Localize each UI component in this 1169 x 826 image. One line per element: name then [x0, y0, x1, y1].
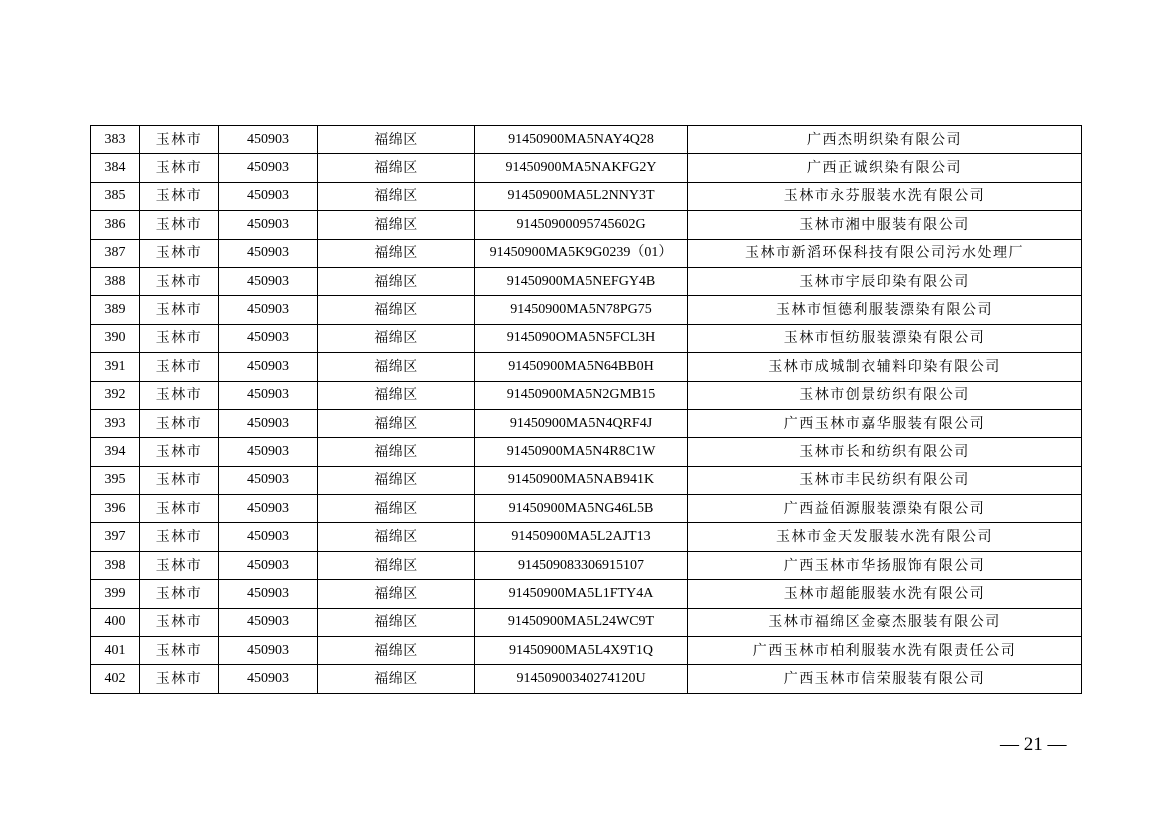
city-cell: 玉林市	[140, 154, 219, 182]
district-cell: 福绵区	[318, 353, 475, 381]
row-number-cell: 395	[91, 466, 140, 494]
row-number-cell: 383	[91, 126, 140, 154]
row-number-cell: 394	[91, 438, 140, 466]
district-cell: 福绵区	[318, 523, 475, 551]
enterprise-table	[90, 125, 1082, 694]
city-cell: 玉林市	[140, 126, 219, 154]
company-name-cell: 广西益佰源服装漂染有限公司	[688, 495, 1082, 523]
company-name-cell: 玉林市超能服装水洗有限公司	[688, 580, 1082, 608]
table-row	[91, 239, 1082, 267]
city-cell: 玉林市	[140, 211, 219, 239]
company-name-cell: 广西玉林市嘉华服装有限公司	[688, 409, 1082, 437]
district-cell: 福绵区	[318, 466, 475, 494]
credit-code-cell: 91450900MA5NAB941K	[475, 466, 688, 494]
credit-code-cell: 91450900MA5N2GMB15	[475, 381, 688, 409]
credit-code-cell: 91450900MA5NEFGY4B	[475, 267, 688, 295]
row-number-cell: 392	[91, 381, 140, 409]
city-cell: 玉林市	[140, 381, 219, 409]
table-row	[91, 466, 1082, 494]
company-name-cell: 玉林市新滔环保科技有限公司污水处理厂	[688, 239, 1082, 267]
row-number-cell: 398	[91, 551, 140, 579]
district-cell: 福绵区	[318, 551, 475, 579]
credit-code-cell: 91450900MA5N4QRF4J	[475, 409, 688, 437]
table-row	[91, 381, 1082, 409]
credit-code-cell: 91450900MA5L2AJT13	[475, 523, 688, 551]
credit-code-cell: 91450900MA5K9G0239（01）	[475, 239, 688, 267]
city-cell: 玉林市	[140, 239, 219, 267]
company-name-cell: 玉林市丰民纺织有限公司	[688, 466, 1082, 494]
city-cell: 玉林市	[140, 665, 219, 693]
region-code-cell: 450903	[219, 551, 318, 579]
company-name-cell: 广西玉林市华扬服饰有限公司	[688, 551, 1082, 579]
row-number-cell: 397	[91, 523, 140, 551]
region-code-cell: 450903	[219, 523, 318, 551]
table-row	[91, 523, 1082, 551]
city-cell: 玉林市	[140, 409, 219, 437]
district-cell: 福绵区	[318, 267, 475, 295]
table-row	[91, 154, 1082, 182]
city-cell: 玉林市	[140, 324, 219, 352]
table-row	[91, 211, 1082, 239]
region-code-cell: 450903	[219, 466, 318, 494]
city-cell: 玉林市	[140, 495, 219, 523]
company-name-cell: 玉林市永芬服装水洗有限公司	[688, 182, 1082, 210]
credit-code-cell: 91450900340274120U	[475, 665, 688, 693]
district-cell: 福绵区	[318, 154, 475, 182]
city-cell: 玉林市	[140, 637, 219, 665]
city-cell: 玉林市	[140, 551, 219, 579]
district-cell: 福绵区	[318, 296, 475, 324]
table-row	[91, 580, 1082, 608]
row-number-cell: 389	[91, 296, 140, 324]
company-name-cell: 玉林市恒德利服装漂染有限公司	[688, 296, 1082, 324]
row-number-cell: 385	[91, 182, 140, 210]
row-number-cell: 387	[91, 239, 140, 267]
region-code-cell: 450903	[219, 239, 318, 267]
credit-code-cell: 91450900095745602G	[475, 211, 688, 239]
district-cell: 福绵区	[318, 126, 475, 154]
district-cell: 福绵区	[318, 182, 475, 210]
district-cell: 福绵区	[318, 495, 475, 523]
city-cell: 玉林市	[140, 608, 219, 636]
table-body	[91, 126, 1082, 694]
company-name-cell: 玉林市福绵区金豪杰服装有限公司	[688, 608, 1082, 636]
city-cell: 玉林市	[140, 296, 219, 324]
row-number-cell: 399	[91, 580, 140, 608]
company-name-cell: 玉林市成城制衣辅料印染有限公司	[688, 353, 1082, 381]
credit-code-cell: 91450900MA5N4R8C1W	[475, 438, 688, 466]
credit-code-cell: 91450900MA5N78PG75	[475, 296, 688, 324]
region-code-cell: 450903	[219, 409, 318, 437]
company-name-cell: 玉林市宇辰印染有限公司	[688, 267, 1082, 295]
table-row	[91, 665, 1082, 693]
credit-code-cell: 91450900MA5L1FTY4A	[475, 580, 688, 608]
table-row	[91, 267, 1082, 295]
region-code-cell: 450903	[219, 126, 318, 154]
district-cell: 福绵区	[318, 239, 475, 267]
table-row	[91, 495, 1082, 523]
row-number-cell: 391	[91, 353, 140, 381]
city-cell: 玉林市	[140, 580, 219, 608]
credit-code-cell: 91450900MA5NG46L5B	[475, 495, 688, 523]
table-row	[91, 353, 1082, 381]
row-number-cell: 401	[91, 637, 140, 665]
row-number-cell: 400	[91, 608, 140, 636]
district-cell: 福绵区	[318, 381, 475, 409]
region-code-cell: 450903	[219, 267, 318, 295]
table-row	[91, 126, 1082, 154]
row-number-cell: 384	[91, 154, 140, 182]
region-code-cell: 450903	[219, 637, 318, 665]
table-row	[91, 608, 1082, 636]
page-number: — 21 —	[1000, 734, 1067, 755]
table-row	[91, 409, 1082, 437]
row-number-cell: 386	[91, 211, 140, 239]
company-name-cell: 玉林市湘中服装有限公司	[688, 211, 1082, 239]
city-cell: 玉林市	[140, 182, 219, 210]
credit-code-cell: 9145090OMA5N5FCL3H	[475, 324, 688, 352]
table-row	[91, 637, 1082, 665]
region-code-cell: 450903	[219, 381, 318, 409]
company-name-cell: 玉林市长和纺织有限公司	[688, 438, 1082, 466]
credit-code-cell: 91450900MA5L2NNY3T	[475, 182, 688, 210]
table-row	[91, 182, 1082, 210]
city-cell: 玉林市	[140, 523, 219, 551]
company-name-cell: 广西杰明织染有限公司	[688, 126, 1082, 154]
table-row	[91, 438, 1082, 466]
city-cell: 玉林市	[140, 353, 219, 381]
credit-code-cell: 91450900MA5NAY4Q28	[475, 126, 688, 154]
city-cell: 玉林市	[140, 438, 219, 466]
credit-code-cell: 91450900MA5N64BB0H	[475, 353, 688, 381]
region-code-cell: 450903	[219, 154, 318, 182]
region-code-cell: 450903	[219, 324, 318, 352]
city-cell: 玉林市	[140, 466, 219, 494]
district-cell: 福绵区	[318, 211, 475, 239]
table-row	[91, 296, 1082, 324]
region-code-cell: 450903	[219, 580, 318, 608]
region-code-cell: 450903	[219, 438, 318, 466]
region-code-cell: 450903	[219, 495, 318, 523]
row-number-cell: 388	[91, 267, 140, 295]
district-cell: 福绵区	[318, 324, 475, 352]
district-cell: 福绵区	[318, 409, 475, 437]
region-code-cell: 450903	[219, 665, 318, 693]
company-name-cell: 广西玉林市信荣服装有限公司	[688, 665, 1082, 693]
company-name-cell: 广西正诚织染有限公司	[688, 154, 1082, 182]
company-name-cell: 玉林市恒纺服装漂染有限公司	[688, 324, 1082, 352]
table-row	[91, 324, 1082, 352]
district-cell: 福绵区	[318, 608, 475, 636]
region-code-cell: 450903	[219, 182, 318, 210]
credit-code-cell: 91450900MA5NAKFG2Y	[475, 154, 688, 182]
company-name-cell: 广西玉林市柏利服装水洗有限责任公司	[688, 637, 1082, 665]
region-code-cell: 450903	[219, 296, 318, 324]
credit-code-cell: 91450900MA5L24WC9T	[475, 608, 688, 636]
credit-code-cell: 91450900MA5L4X9T1Q	[475, 637, 688, 665]
district-cell: 福绵区	[318, 580, 475, 608]
company-name-cell: 玉林市金天发服装水洗有限公司	[688, 523, 1082, 551]
region-code-cell: 450903	[219, 211, 318, 239]
district-cell: 福绵区	[318, 637, 475, 665]
region-code-cell: 450903	[219, 608, 318, 636]
row-number-cell: 396	[91, 495, 140, 523]
city-cell: 玉林市	[140, 267, 219, 295]
table-row	[91, 551, 1082, 579]
company-name-cell: 玉林市创景纺织有限公司	[688, 381, 1082, 409]
row-number-cell: 390	[91, 324, 140, 352]
district-cell: 福绵区	[318, 665, 475, 693]
credit-code-cell: 914509083306915107	[475, 551, 688, 579]
row-number-cell: 393	[91, 409, 140, 437]
region-code-cell: 450903	[219, 353, 318, 381]
district-cell: 福绵区	[318, 438, 475, 466]
row-number-cell: 402	[91, 665, 140, 693]
